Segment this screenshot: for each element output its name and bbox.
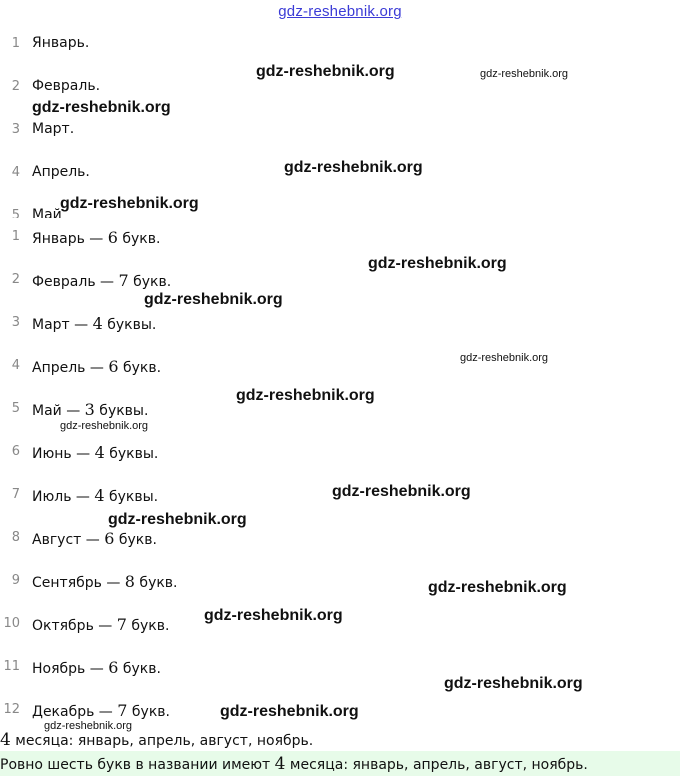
item-text: Март — 4 буквы.: [32, 314, 157, 333]
item-number: 1: [11, 36, 20, 51]
item-text: Май: [32, 207, 62, 218]
item-text: Август — 6 букв.: [32, 529, 157, 548]
item-text: Февраль.: [32, 78, 101, 94]
item-text: Январь — 6 букв.: [32, 228, 161, 247]
watermark-text: gdz-reshebnik.org: [108, 511, 247, 528]
answer-text: Ровно шесть букв в названии имеют 4 месяца: январь, апрель, август, ноябрь.: [0, 754, 588, 774]
item-number: 5: [11, 401, 20, 416]
item-text: Июль — 4 буквы.: [32, 486, 159, 505]
item-number: 4: [11, 165, 20, 180]
item-text: Февраль — 7 букв.: [32, 271, 172, 290]
item-text: Апрель.: [32, 164, 90, 180]
watermark-text: gdz-reshebnik.org: [144, 291, 283, 308]
watermark-text: gdz-reshebnik.org: [480, 68, 569, 80]
watermark-text: gdz-reshebnik.org: [444, 675, 583, 692]
item-text: Май — 3 буквы.: [32, 400, 149, 419]
watermark-text: gdz-reshebnik.org: [460, 352, 549, 364]
item-number: 9: [11, 573, 20, 588]
item-number: 2: [11, 272, 20, 287]
item-number: 6: [11, 444, 20, 459]
watermark-text: gdz-reshebnik.org: [256, 63, 395, 80]
item-number: 3: [11, 315, 20, 330]
item-text: Март.: [32, 121, 75, 137]
watermark-text: gdz-reshebnik.org: [220, 703, 359, 720]
item-number: 12: [3, 702, 20, 717]
watermark-text: gdz-reshebnik.org: [236, 387, 375, 404]
item-number: 1: [11, 229, 20, 244]
summary-line: 4 месяца: январь, апрель, август, ноябрь.: [0, 730, 314, 750]
watermark-text: gdz-reshebnik.org: [332, 483, 471, 500]
item-number: 7: [11, 487, 20, 502]
item-text: Сентябрь — 8 букв.: [32, 572, 178, 591]
watermark-text: gdz-reshebnik.org: [204, 607, 343, 624]
item-text: Ноябрь — 6 букв.: [32, 658, 161, 677]
watermark-text: gdz-reshebnik.org: [60, 195, 199, 212]
item-number: 2: [11, 79, 20, 94]
watermark-text: gdz-reshebnik.org: [44, 720, 133, 732]
item-text: Апрель — 6 букв.: [32, 357, 162, 376]
item-number: 10: [3, 616, 20, 631]
watermark-text: gdz-reshebnik.org: [60, 420, 149, 432]
months-list-plain: [0, 30, 680, 218]
item-number: 4: [11, 358, 20, 373]
watermark-text: gdz-reshebnik.org: [32, 99, 171, 116]
header-watermark-link[interactable]: gdz-reshebnik.org: [278, 3, 402, 20]
item-text: Декабрь — 7 букв.: [32, 701, 170, 720]
watermark-text: gdz-reshebnik.org: [284, 159, 423, 176]
item-number: 11: [3, 659, 20, 674]
item-text: Июнь — 4 буквы.: [32, 443, 159, 462]
item-text: Октябрь — 7 букв.: [32, 615, 170, 634]
watermark-text: gdz-reshebnik.org: [368, 255, 507, 272]
item-number: 5: [11, 208, 20, 218]
item-number: 3: [11, 122, 20, 137]
watermark-text: gdz-reshebnik.org: [428, 579, 567, 596]
item-text: Январь.: [32, 35, 90, 51]
item-number: 8: [11, 530, 20, 545]
